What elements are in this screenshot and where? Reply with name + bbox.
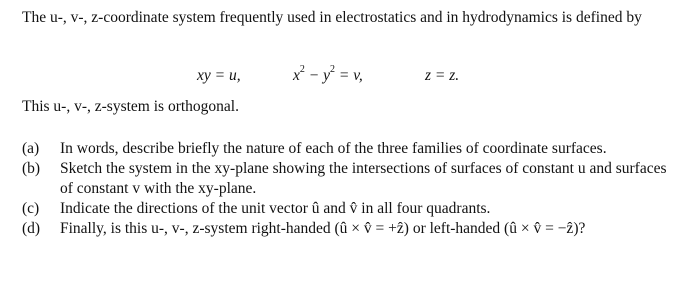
question-part-a [22,139,682,159]
equation-v-x: x [293,67,300,84]
equation-v-y: − y [304,67,330,84]
question-part-d [22,219,682,239]
equation-v-rhs: = v, [334,67,363,84]
part-label: (b) [22,160,41,177]
equation-v [293,63,363,86]
defining-equations [0,63,700,88]
equation-v-exp-y: 2 [329,63,335,75]
question-part-b [22,159,682,199]
part-text: Indicate the directions of the unit vector û and v̂ in all four quadrants. [60,200,491,217]
equation-u: xy = u, [197,67,241,84]
orthogonality-statement: This u-, v-, z-system is orthogonal. [22,98,239,115]
equation-z: z = z. [425,67,460,84]
intro-paragraph: The u-, v-, z-coordinate system frequently used in electrostatics and in hydrodynamics is defined by [22,9,642,26]
part-label: (a) [22,140,40,157]
question-part-c [22,199,682,219]
equation-v-exp-x: 2 [299,63,305,75]
part-label: (c) [22,200,40,217]
part-text: Finally, is this u-, v-, z-system right-handed (û × v̂ = +ẑ) or left-handed (û × v̂ = −ẑ)? [60,220,586,237]
part-text: Sketch the system in the xy-plane showing the intersections of surfaces of constant u and surfaces of constant v with the xy-plane. [60,160,667,197]
part-label: (d) [22,220,41,237]
question-parts-list [22,139,682,239]
part-text: In words, describe briefly the nature of each of the three families of coordinate surfaces. [60,140,607,157]
